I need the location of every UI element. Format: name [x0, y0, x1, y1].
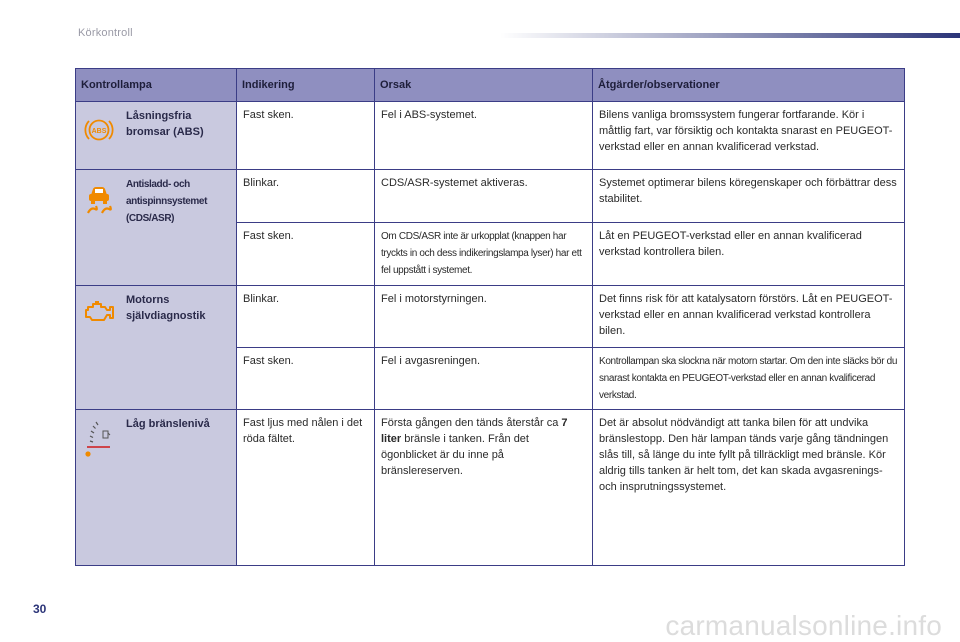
action-cell: Systemet optimerar bilens köregenskaper och förbättrar dess stabilitet. [593, 170, 905, 223]
fuel-gauge-icon [76, 415, 122, 457]
action-cell: Låt en PEUGEOT-verkstad eller en annan kvalificerad verkstad kontrollera bilen. [593, 223, 905, 286]
fuel-volume-value: 7 liter [381, 417, 568, 445]
indication-cell: Fast sken. [237, 223, 375, 286]
column-header-cause: Orsak [375, 69, 593, 102]
cause-cell: Fel i avgasreningen. [375, 348, 593, 410]
action-cell: Det är absolut nödvändigt att tanka bilen för att undvika bränslestopp. Den här lampan tänds varje gång tändningen slås till, så länge du inte fyllt på tillräckligt med bränsle. Kör aldrig tills tanken är helt tom, det kan skada avgasrenings- och insprutningssystemet. [593, 410, 905, 566]
watermark: carmanualsonline.info [665, 610, 942, 641]
svg-text:ABS: ABS [91, 128, 107, 135]
warning-lamp-table [75, 68, 905, 566]
cause-cell: Fel i motorstyrningen. [375, 286, 593, 348]
lamp-cell-fuel [76, 410, 237, 566]
column-header-action: Åtgärder/observationer [593, 69, 905, 102]
skid-car-icon [76, 175, 122, 227]
table-row [76, 170, 905, 223]
column-header-indication: Indikering [237, 69, 375, 102]
indication-cell: Fast ljus med nålen i det röda fältet. [237, 410, 375, 566]
action-cell: Bilens vanliga bromssystem fungerar fortfarande. Kör i måttlig fart, var försiktig och kontakta snarast en PEUGEOT-verkstad eller en annan kvalificerad verkstad. [593, 102, 905, 170]
action-cell: Kontrollampan ska slockna när motorn startar. Om den inte släcks bör du snarast kontakta en PEUGEOT-verkstad eller en annan kvalificerad verkstad. [593, 348, 905, 410]
table-row [76, 410, 905, 566]
lamp-name-cds-asr: Antisladd- och antispinnsystemet (CDS/ASR) [126, 179, 208, 224]
lamp-name-abs: Låsningsfria bromsar (ABS) [126, 110, 204, 138]
indication-cell: Blinkar. [237, 170, 375, 223]
engine-icon [76, 291, 122, 325]
header-rule [500, 33, 960, 38]
section-title: Körkontroll [78, 27, 133, 39]
cause-cell [375, 410, 593, 566]
cause-text-start: Första gången den tänds återstår ca [381, 417, 562, 429]
table-header-row [76, 69, 905, 102]
lamp-name-fuel: Låg bränslenivå [126, 418, 210, 430]
cause-cell: CDS/ASR-systemet aktiveras. [375, 170, 593, 223]
column-header-lamp: Kontrollampa [76, 69, 237, 102]
indication-cell: Fast sken. [237, 348, 375, 410]
action-cell: Det finns risk för att katalysatorn förstörs. Låt en PEUGEOT-verkstad eller en annan kvalificerad verkstad kontrollera bilen. [593, 286, 905, 348]
indication-cell: Fast sken. [237, 102, 375, 170]
lamp-cell-engine [76, 286, 237, 410]
table-row [76, 102, 905, 170]
cause-cell: Om CDS/ASR inte är urkopplat (knappen har tryckts in och dess indikeringslampa lyser) har ett fel uppstått i systemet. [375, 223, 593, 286]
lamp-name-engine: Motorns självdiagnostik [126, 294, 206, 322]
abs-warning-icon [76, 107, 122, 145]
page-number: 30 [33, 602, 47, 616]
indication-cell: Blinkar. [237, 286, 375, 348]
cause-cell: Fel i ABS-systemet. [375, 102, 593, 170]
cause-text-end: bränsle i tanken. Från det ögonblicket är du inne på bränslereserven. [381, 433, 529, 477]
lamp-cell-cds-asr [76, 170, 237, 286]
table-row [76, 286, 905, 348]
lamp-cell-abs [76, 102, 237, 170]
